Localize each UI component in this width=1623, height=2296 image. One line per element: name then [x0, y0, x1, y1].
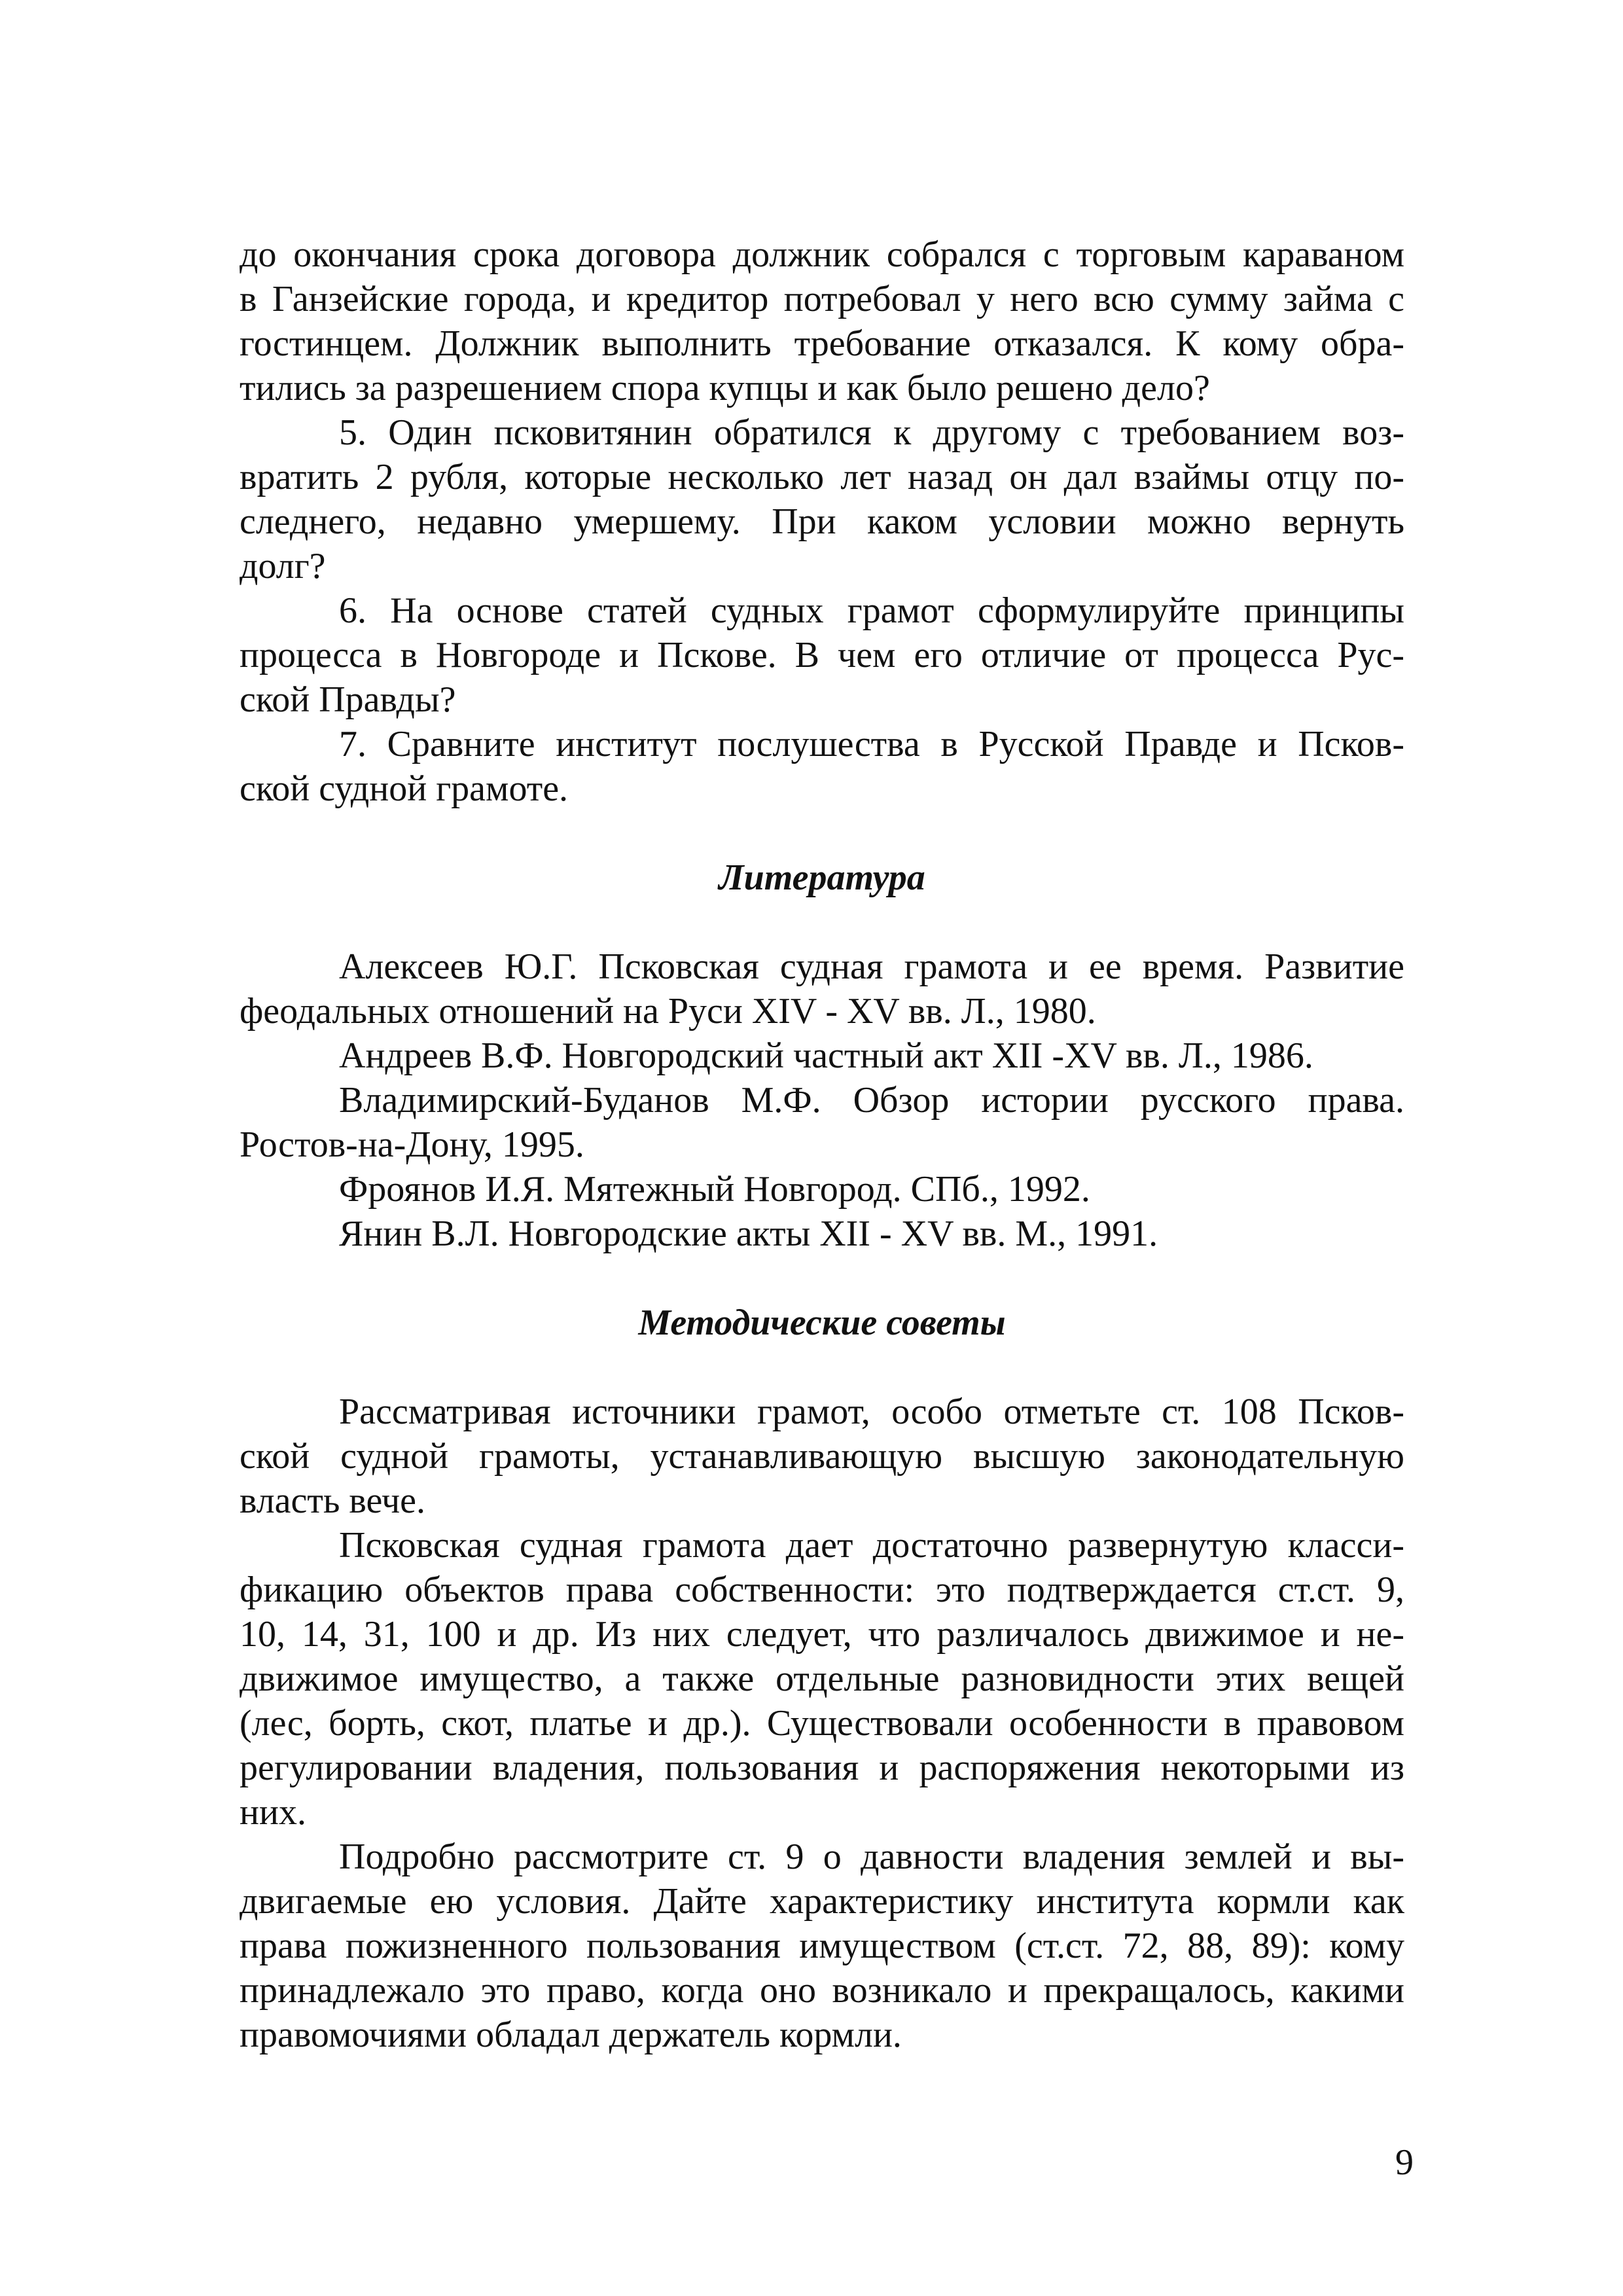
literature-entry: Алексеев Ю.Г. Псковская судная грамота и ее время. Развитие [339, 946, 1404, 987]
literature-entry: Владимирский-Буданов М.Ф. Обзор истории русского права. [339, 1080, 1404, 1121]
text-line: принадлежало это право, когда оно возникало и прекращалось, какими [240, 1970, 1404, 2011]
text-line: следнего, недавно умершему. При каком условии можно вернуть [240, 501, 1404, 542]
text-line: Псковская судная грамота дает достаточно развернутую класси- [339, 1525, 1404, 1566]
text-line: фикацию объектов права собственности: это подтверждается ст.ст. 9, [240, 1570, 1404, 1610]
methodical-heading: Методические советы [638, 1302, 1006, 1343]
literature-entry: Янин В.Л. Новгородские акты XII - XV вв. М., 1991. [339, 1213, 1158, 1254]
methodical-paragraph-1 [240, 1390, 1404, 1523]
literature-heading: Литература [719, 857, 925, 898]
literature-entry: Фроянов И.Я. Мятежный Новгород. СПб., 1992. [339, 1169, 1090, 1210]
text-line: ской судной грамоты, устанавливающую высшую законодательную [240, 1436, 1404, 1477]
methodical-paragraph-3 [240, 1835, 1404, 2057]
text-line: власть вече. [240, 1480, 425, 1521]
text-line: ской Правды? [240, 679, 456, 720]
text-line: 10, 14, 31, 100 и др. Из них следует, что различалось движимое и не- [240, 1614, 1404, 1655]
text-line: тились за разрешением спора купцы и как было решено дело? [240, 368, 1210, 408]
literature-list [240, 944, 1404, 1256]
literature-entry: феодальных отношений на Руси XIV - XV вв. Л., 1980. [240, 991, 1096, 1031]
spacer [240, 1345, 1404, 1390]
text-line: вратить 2 рубля, которые несколько лет назад он дал взаймы отцу по- [240, 457, 1404, 497]
question-4-continuation [240, 232, 1404, 410]
spacer [240, 1256, 1404, 1300]
text-line: них. [240, 1792, 306, 1833]
text-line: ской судной грамоте. [240, 768, 569, 809]
text-line: движимое имущество, а также отдельные разновидности этих вещей [240, 1659, 1404, 1699]
text-line: в Ганзейские города, и кредитор потребовал у него всю сумму займа с [240, 279, 1404, 319]
text-line: 5. Один псковитянин обратился к другому с требованием воз- [339, 412, 1404, 453]
text-line: двигаемые ею условия. Дайте характеристику института кормли как [240, 1881, 1404, 1922]
question-5 [240, 410, 1404, 588]
text-line: (лес, борть, скот, платье и др.). Существовали особенности в правовом [240, 1703, 1404, 1744]
text-line: 7. Сравните институт послушества в Русской Правде и Псков- [339, 724, 1404, 764]
text-line: гостинцем. Должник выполнить требование отказался. К кому обра- [240, 323, 1404, 364]
question-6 [240, 588, 1404, 722]
text-line: до окончания срока договора должник собрался с торговым караваном [240, 234, 1404, 275]
text-line: Рассматривая источники грамот, особо отметьте ст. 108 Псков- [339, 1391, 1404, 1432]
text-line: права пожизненного пользования имуществом (ст.ст. 72, 88, 89): кому [240, 1926, 1404, 1966]
question-7 [240, 722, 1404, 811]
text-line: 6. На основе статей судных грамот сформулируйте принципы [339, 590, 1404, 631]
text-line: правомочиями обладал держатель кормли. [240, 2015, 902, 2055]
text-line: Подробно рассмотрите ст. 9 о давности владения землей и вы- [339, 1837, 1404, 1877]
literature-entry: Андреев В.Ф. Новгородский частный акт XII -XV вв. Л., 1986. [339, 1035, 1313, 1076]
methodical-paragraph-2 [240, 1523, 1404, 1835]
text-line: регулировании владения, пользования и распоряжения некоторыми из [240, 1748, 1404, 1788]
spacer [240, 811, 1404, 855]
page-number: 9 [1395, 2142, 1414, 2183]
page-content [240, 232, 1404, 2057]
literature-entry: Ростов-на-Дону, 1995. [240, 1124, 584, 1165]
text-line: долг? [240, 546, 326, 586]
text-line: процесса в Новгороде и Пскове. В чем его отличие от процесса Рус- [240, 635, 1404, 675]
spacer [240, 900, 1404, 944]
